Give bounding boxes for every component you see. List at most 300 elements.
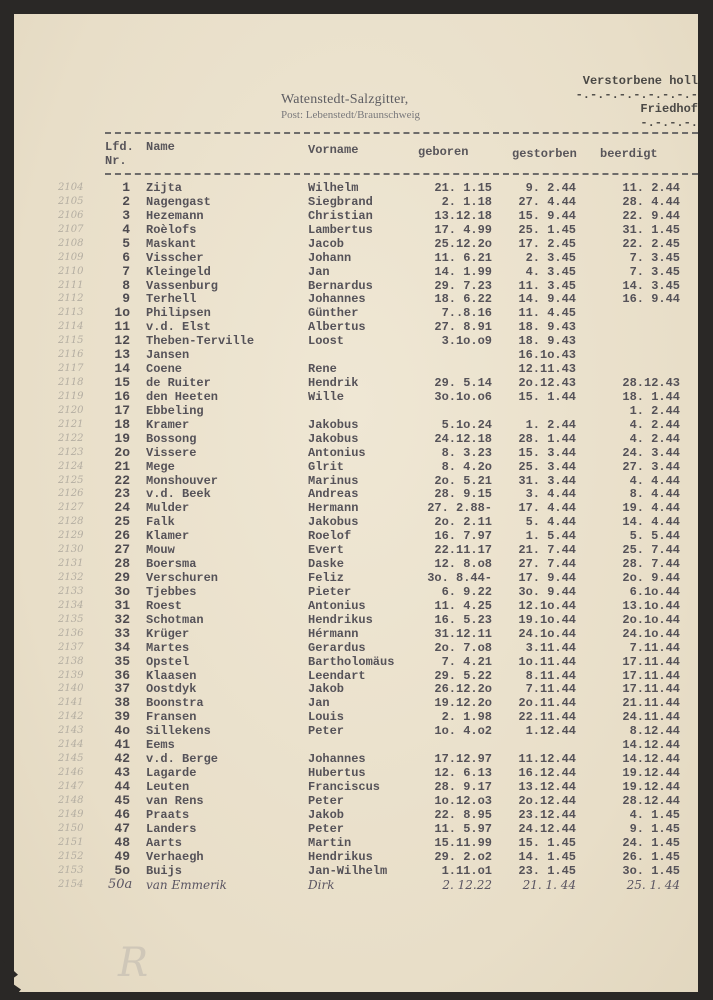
archive-ref: 2139 xyxy=(58,669,84,681)
date-died: 21. 1. 44 xyxy=(522,877,576,892)
date-buried: 1. 2.44 xyxy=(629,403,680,418)
row-number: 49 xyxy=(114,848,130,864)
document-title xyxy=(576,74,698,130)
date-born: 1o. 4.o2 xyxy=(434,724,492,739)
date-born: 29. 2.o2 xyxy=(434,849,492,864)
archive-ref: 2107 xyxy=(58,223,84,235)
row-number: 37 xyxy=(114,681,130,697)
table-row xyxy=(0,209,698,223)
date-born: 27. 8.91 xyxy=(434,320,492,335)
date-died: 7.11.44 xyxy=(525,682,576,697)
archive-ref: 2136 xyxy=(58,627,84,639)
row-number: 3o xyxy=(114,583,130,599)
address-stamp xyxy=(281,92,420,121)
first-name: Jakobus xyxy=(308,417,359,432)
row-number: 4 xyxy=(122,221,130,237)
first-name: Dirk xyxy=(308,877,335,892)
date-born: 8. 3.23 xyxy=(441,445,492,460)
row-number: 47 xyxy=(114,820,130,836)
date-buried: 3o. 1.45 xyxy=(622,863,680,878)
date-born: 3o.1o.o6 xyxy=(434,389,492,404)
stamp-post: Post: Lebenstedt/Braunschweig xyxy=(281,109,421,121)
date-born: 6. 9.22 xyxy=(441,584,492,599)
date-buried: 8. 4.44 xyxy=(629,487,680,502)
table-row xyxy=(0,529,698,543)
table-row xyxy=(0,613,698,627)
date-born: 24.12.18 xyxy=(434,431,492,446)
archive-ref: 2141 xyxy=(58,697,84,709)
date-buried: 16. 9.44 xyxy=(622,292,680,307)
first-name: Pieter xyxy=(308,584,352,599)
first-name: Hendrikus xyxy=(308,612,373,627)
date-born: 22.11.17 xyxy=(434,543,492,558)
row-number: 35 xyxy=(114,653,130,669)
date-born: 2. 1.18 xyxy=(441,194,492,209)
date-died: 13.12.44 xyxy=(518,779,576,794)
row-number: 17 xyxy=(114,402,130,418)
first-name: Hendrikus xyxy=(308,849,373,864)
date-died: 17. 2.45 xyxy=(518,236,576,251)
table-row xyxy=(0,320,698,334)
table-row xyxy=(0,599,698,613)
surname: Philipsen xyxy=(146,306,211,321)
row-number: 48 xyxy=(114,834,130,850)
date-died: 27. 7.44 xyxy=(518,557,576,572)
date-buried: 18. 1.44 xyxy=(622,389,680,404)
row-number: 16 xyxy=(114,388,130,404)
row-number: 50a xyxy=(108,876,133,892)
archive-ref: 2116 xyxy=(58,349,84,361)
first-name: Siegbrand xyxy=(308,194,373,209)
archive-ref: 2152 xyxy=(58,850,84,862)
table-row xyxy=(0,306,698,320)
surname: Krüger xyxy=(146,626,190,641)
date-born: 2o. 2.11 xyxy=(434,515,492,530)
surname: Roest xyxy=(146,598,183,613)
archive-ref: 2124 xyxy=(58,460,84,472)
archive-ref: 2132 xyxy=(58,572,84,584)
surname: Bossong xyxy=(146,431,197,446)
date-born: 15.11.99 xyxy=(434,835,492,850)
table-row xyxy=(0,251,698,265)
row-number: 27 xyxy=(114,542,130,558)
surname: Maskant xyxy=(146,236,197,251)
date-buried: 7. 3.45 xyxy=(629,264,680,279)
stamp-place: Watenstedt-Salzgitter, xyxy=(281,92,409,107)
header-vorname: Vorname xyxy=(308,143,359,157)
row-number: 33 xyxy=(114,625,130,641)
table-row xyxy=(0,836,698,850)
date-born: 28. 9.15 xyxy=(434,487,492,502)
first-name: Antonius xyxy=(308,445,366,460)
first-name: Wilhelm xyxy=(308,181,359,195)
first-name: Hubertus xyxy=(308,766,366,781)
table-row xyxy=(0,515,698,529)
table-row xyxy=(0,682,698,696)
first-name: Hérmann xyxy=(308,626,359,641)
archive-ref: 2104 xyxy=(58,182,84,193)
date-born: 28. 9.17 xyxy=(434,779,492,794)
date-born: 3o. 8.44- xyxy=(427,571,492,586)
date-died: 28. 1.44 xyxy=(518,431,576,446)
row-number: 46 xyxy=(114,806,130,822)
surname: v.d. Beek xyxy=(146,487,211,502)
date-buried: 4. 2.44 xyxy=(629,417,680,432)
date-died: 18. 9.43 xyxy=(518,320,576,335)
date-buried: 14.12.44 xyxy=(622,738,680,753)
first-name: Johann xyxy=(308,250,352,265)
title-line2: Friedhof xyxy=(640,102,698,116)
date-died: 17. 9.44 xyxy=(518,571,576,586)
surname: den Heeten xyxy=(146,389,219,404)
row-number: 1o xyxy=(114,305,130,321)
first-name: Leendart xyxy=(308,668,366,683)
archive-ref: 2126 xyxy=(58,488,84,500)
archive-ref: 2112 xyxy=(58,293,84,305)
table-row xyxy=(0,292,698,306)
date-died: 8.11.44 xyxy=(525,668,576,683)
date-buried: 11. 2.44 xyxy=(622,181,680,195)
archive-ref: 2127 xyxy=(58,502,84,514)
date-died: 15. 9.44 xyxy=(518,208,576,223)
date-died: 31. 3.44 xyxy=(518,473,576,488)
row-number: 39 xyxy=(114,709,130,725)
date-born: 11. 6.21 xyxy=(434,250,492,265)
date-born: 11. 5.97 xyxy=(434,821,492,836)
date-buried: 13.1o.44 xyxy=(622,598,680,613)
first-name: Hermann xyxy=(308,501,359,516)
first-name: Rene xyxy=(308,362,337,377)
date-died: 12.1o.44 xyxy=(518,598,576,613)
first-name: Peter xyxy=(308,821,345,836)
date-buried: 24. 1.45 xyxy=(622,835,680,850)
date-buried: 24.11.44 xyxy=(622,710,680,725)
first-name: Andreas xyxy=(308,487,359,502)
table-row xyxy=(0,348,698,362)
table-row xyxy=(0,641,698,655)
date-buried: 19.12.44 xyxy=(622,779,680,794)
pencil-margin-mark: R xyxy=(118,940,149,986)
first-name: Jakobus xyxy=(308,431,359,446)
first-name: Johannes xyxy=(308,752,366,767)
date-born: 2o. 5.21 xyxy=(434,473,492,488)
table-row xyxy=(0,669,698,683)
table-row xyxy=(0,404,698,418)
date-born: 2. 12.22 xyxy=(442,877,492,892)
surname: Mouw xyxy=(146,543,175,558)
date-born: 18. 6.22 xyxy=(434,292,492,307)
first-name: Lambertus xyxy=(308,222,373,237)
date-buried: 2o.1o.44 xyxy=(622,612,680,627)
first-name: Antonius xyxy=(308,598,366,613)
date-born: 26.12.2o xyxy=(434,682,492,697)
date-buried: 28. 4.44 xyxy=(622,194,680,209)
archive-ref: 2142 xyxy=(58,711,84,723)
archive-ref: 2133 xyxy=(58,585,84,597)
surname: Boersma xyxy=(146,557,197,572)
archive-ref: 2129 xyxy=(58,530,84,542)
table-row xyxy=(0,543,698,557)
first-name: Albertus xyxy=(308,320,366,335)
archive-ref: 2114 xyxy=(58,321,84,333)
date-buried: 26. 1.45 xyxy=(622,849,680,864)
surname: Hezemann xyxy=(146,208,204,223)
row-number: 6 xyxy=(122,249,130,265)
archive-ref: 2121 xyxy=(58,418,84,430)
date-died: 2o.11.44 xyxy=(518,696,576,711)
date-died: 1. 5.44 xyxy=(525,529,576,544)
surname: Terhell xyxy=(146,292,197,307)
date-buried: 14. 3.45 xyxy=(622,278,680,293)
archive-ref: 2111 xyxy=(58,279,84,291)
date-buried: 7.11.44 xyxy=(629,640,680,655)
archive-ref: 2105 xyxy=(58,195,84,207)
table-row xyxy=(0,334,698,348)
archive-ref: 2110 xyxy=(58,265,84,277)
archive-ref: 2145 xyxy=(58,753,84,765)
date-buried: 31. 1.45 xyxy=(622,222,680,237)
surname: Sillekens xyxy=(146,724,211,739)
date-born: 7. 4.21 xyxy=(441,654,492,669)
archive-ref: 2106 xyxy=(58,209,84,221)
date-born: 16. 7.97 xyxy=(434,529,492,544)
row-number: 24 xyxy=(114,500,130,516)
date-born: 17.12.97 xyxy=(434,752,492,767)
first-name: Hendrik xyxy=(308,376,359,391)
row-number: 42 xyxy=(114,751,130,767)
surname: Theben-Terville xyxy=(146,334,255,349)
archive-ref: 2134 xyxy=(58,599,84,611)
date-born: 27. 2.88- xyxy=(427,501,492,516)
date-died: 2o.12.43 xyxy=(518,376,576,391)
first-name: Jakob xyxy=(308,807,345,822)
table-row xyxy=(0,864,698,878)
first-name: Evert xyxy=(308,543,345,558)
table-row xyxy=(0,557,698,571)
first-name: Peter xyxy=(308,724,345,739)
date-died: 16.1o.43 xyxy=(518,348,576,363)
row-number: 4o xyxy=(114,723,130,739)
date-buried: 19.12.44 xyxy=(622,766,680,781)
date-buried: 22. 2.45 xyxy=(622,236,680,251)
date-born: 5.1o.24 xyxy=(441,417,492,432)
date-died: 3o. 9.44 xyxy=(518,584,576,599)
table-row xyxy=(0,418,698,432)
archive-ref: 2137 xyxy=(58,641,84,653)
archive-ref: 2122 xyxy=(58,432,84,444)
date-born: 2. 1.98 xyxy=(441,710,492,725)
date-died: 19.1o.44 xyxy=(518,612,576,627)
first-name: Jacob xyxy=(308,236,345,251)
table-row xyxy=(0,390,698,404)
surname: v.d. Berge xyxy=(146,752,219,767)
row-number: 2 xyxy=(122,193,130,209)
row-number: 19 xyxy=(114,430,130,446)
date-born: 11. 4.25 xyxy=(434,598,492,613)
date-died: 3.11.44 xyxy=(525,640,576,655)
first-name: Loost xyxy=(308,334,345,349)
row-number: 13 xyxy=(114,347,130,363)
row-number: 2o xyxy=(114,444,130,460)
row-number: 32 xyxy=(114,611,130,627)
date-born: 8. 4.2o xyxy=(441,459,492,474)
date-buried: 2o. 9.44 xyxy=(622,571,680,586)
surname: Verschuren xyxy=(146,571,219,586)
surname: van Rens xyxy=(146,793,204,808)
archive-ref: 2120 xyxy=(58,404,84,416)
date-died: 11. 4.45 xyxy=(518,306,576,321)
table-row xyxy=(0,822,698,836)
archive-ref: 2153 xyxy=(58,864,84,876)
date-buried: 28.12.44 xyxy=(622,793,680,808)
archive-ref: 2123 xyxy=(58,446,84,458)
surname: Buijs xyxy=(146,863,183,878)
date-died: 15. 1.44 xyxy=(518,389,576,404)
archive-ref: 2154 xyxy=(58,878,84,890)
date-died: 17. 4.44 xyxy=(518,501,576,516)
date-died: 14. 9.44 xyxy=(518,292,576,307)
date-buried: 17.11.44 xyxy=(622,654,680,669)
first-name: Peter xyxy=(308,793,345,808)
table-row xyxy=(0,794,698,808)
table-row xyxy=(0,432,698,446)
date-born: 21. 1.15 xyxy=(434,181,492,195)
surname: van Emmerik xyxy=(146,877,227,892)
table-row xyxy=(0,850,698,864)
row-number: 36 xyxy=(114,667,130,683)
date-buried: 8.12.44 xyxy=(629,724,680,739)
row-number: 38 xyxy=(114,695,130,711)
date-buried: 14.12.44 xyxy=(622,752,680,767)
surname: Kleingeld xyxy=(146,264,211,279)
header-beerdigt: beerdigt xyxy=(600,147,658,161)
date-died: 27. 4.44 xyxy=(518,194,576,209)
surname: Schotman xyxy=(146,612,204,627)
first-name: Franciscus xyxy=(308,779,381,794)
row-number: 31 xyxy=(114,597,130,613)
date-buried: 28. 7.44 xyxy=(622,557,680,572)
surname: Visscher xyxy=(146,250,204,265)
archive-ref: 2131 xyxy=(58,558,84,570)
row-number: 9 xyxy=(122,291,130,307)
surname: v.d. Elst xyxy=(146,320,211,335)
date-died: 23.12.44 xyxy=(518,807,576,822)
surname: Martes xyxy=(146,640,190,655)
table-row xyxy=(0,487,698,501)
surname: Monshouver xyxy=(146,473,219,488)
date-born: 14. 1.99 xyxy=(434,264,492,279)
row-number: 5 xyxy=(122,235,130,251)
date-died: 25. 3.44 xyxy=(518,459,576,474)
date-died: 1. 2.44 xyxy=(525,417,576,432)
surname: Roèlofs xyxy=(146,222,197,237)
table-row xyxy=(0,571,698,585)
header-nr: Nr. xyxy=(105,154,127,168)
surname: Eems xyxy=(146,738,175,753)
row-number: 26 xyxy=(114,528,130,544)
surname: Mege xyxy=(146,459,175,474)
date-buried: 7. 3.45 xyxy=(629,250,680,265)
surname: Kramer xyxy=(146,417,190,432)
row-number: 41 xyxy=(114,737,130,753)
first-name: Johannes xyxy=(308,292,366,307)
date-buried: 21.11.44 xyxy=(622,696,680,711)
date-died: 18. 9.43 xyxy=(518,334,576,349)
date-born: 3.1o.o9 xyxy=(441,334,492,349)
row-number: 15 xyxy=(114,375,130,391)
first-name: Martin xyxy=(308,835,352,850)
date-born: 16. 5.23 xyxy=(434,612,492,627)
surname: Falk xyxy=(146,515,175,530)
date-died: 25. 1.45 xyxy=(518,222,576,237)
archive-ref: 2151 xyxy=(58,836,84,848)
surname: Verhaegh xyxy=(146,849,204,864)
date-born: 1o.12.o3 xyxy=(434,793,492,808)
row-number: 8 xyxy=(122,277,130,293)
date-born: 2o. 7.o8 xyxy=(434,640,492,655)
archive-ref: 2150 xyxy=(58,822,84,834)
surname: Ebbeling xyxy=(146,403,204,418)
date-died: 1o.11.44 xyxy=(518,654,576,669)
scan-border xyxy=(698,0,713,1000)
date-buried: 4. 2.44 xyxy=(629,431,680,446)
surname: Vassenburg xyxy=(146,278,219,293)
date-died: 12.11.43 xyxy=(518,362,576,377)
first-name: Jakob xyxy=(308,682,345,697)
table-row xyxy=(0,237,698,251)
row-number: 29 xyxy=(114,570,130,586)
row-number: 22 xyxy=(114,472,130,488)
archive-ref: 2115 xyxy=(58,335,84,347)
title-line1: Verstorbene holl xyxy=(582,74,698,88)
date-born: 22. 8.95 xyxy=(434,807,492,822)
header-rule-bottom xyxy=(105,173,698,175)
date-died: 22.11.44 xyxy=(518,710,576,725)
header-geboren: geboren xyxy=(418,145,469,159)
row-number: 25 xyxy=(114,514,130,530)
surname: Klamer xyxy=(146,529,190,544)
archive-ref: 2108 xyxy=(58,237,84,249)
date-died: 15. 3.44 xyxy=(518,445,576,460)
table-row xyxy=(0,460,698,474)
surname: Klaasen xyxy=(146,668,197,683)
date-buried: 14. 4.44 xyxy=(622,515,680,530)
date-buried: 28.12.43 xyxy=(622,376,680,391)
date-died: 3. 4.44 xyxy=(525,487,576,502)
archive-ref: 2148 xyxy=(58,794,84,806)
date-born: 29. 7.23 xyxy=(434,278,492,293)
archive-ref: 2118 xyxy=(58,377,84,389)
header-lfd: Lfd. xyxy=(105,140,134,154)
date-buried: 17.11.44 xyxy=(622,682,680,697)
date-born: 29. 5.22 xyxy=(434,668,492,683)
date-died: 11. 3.45 xyxy=(518,278,576,293)
date-buried: 17.11.44 xyxy=(622,668,680,683)
date-died: 2o.12.44 xyxy=(518,793,576,808)
date-buried: 4. 1.45 xyxy=(629,807,680,822)
surname: Praats xyxy=(146,807,190,822)
surname: Opstel xyxy=(146,654,190,669)
date-buried: 24.1o.44 xyxy=(622,626,680,641)
date-born: 19.12.2o xyxy=(434,696,492,711)
title-underline2: -.-.-.-. xyxy=(640,116,698,130)
archive-ref: 2140 xyxy=(58,683,84,695)
surname: Jansen xyxy=(146,348,190,363)
date-died: 2. 3.45 xyxy=(525,250,576,265)
archive-ref: 2143 xyxy=(58,725,84,737)
row-number: 45 xyxy=(114,792,130,808)
archive-ref: 2109 xyxy=(58,251,84,263)
